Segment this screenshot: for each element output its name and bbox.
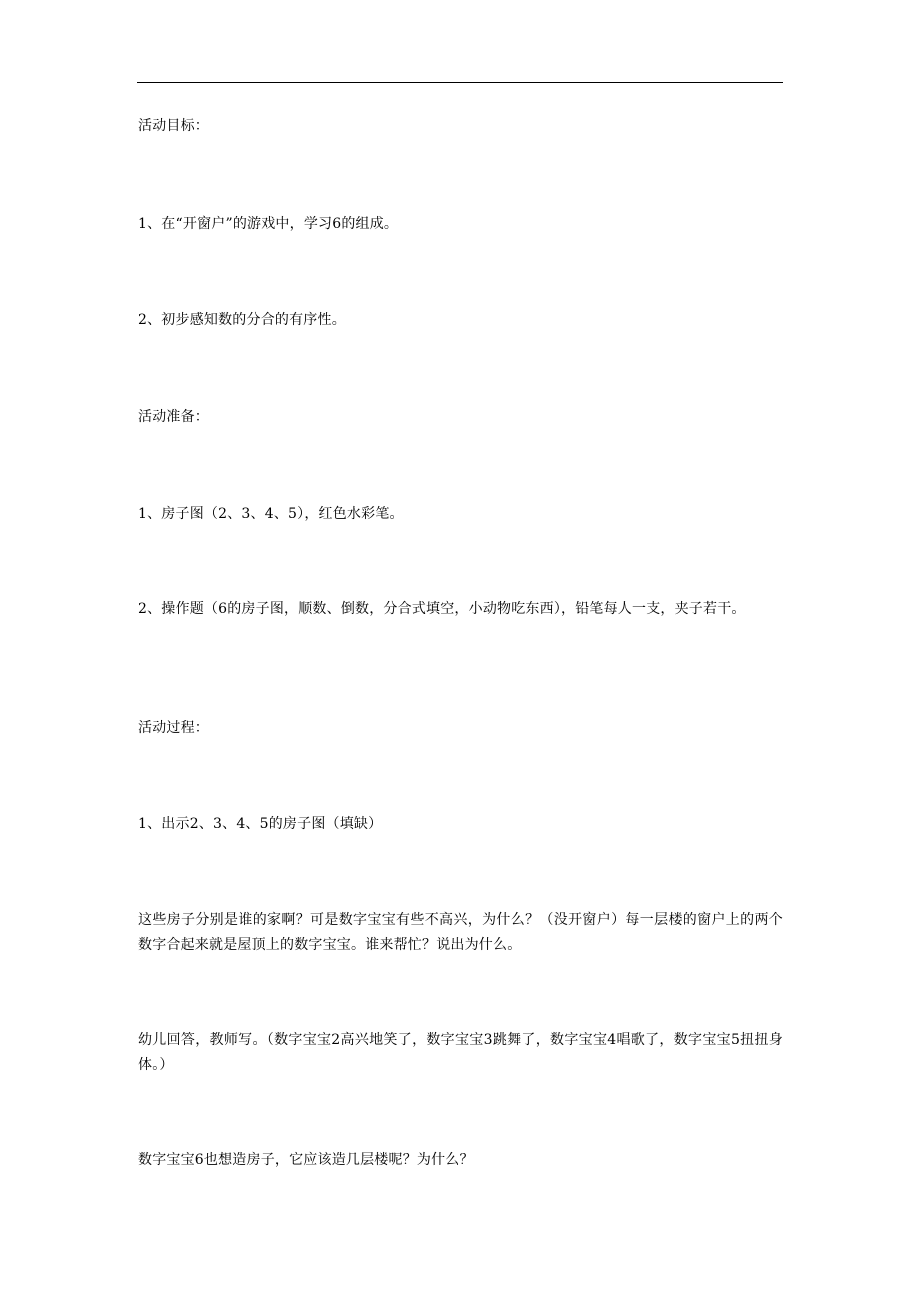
preparation-item-1: 1、房子图（2、3、4、5），红色水彩笔。 [138, 506, 404, 522]
process-step-1: 1、出示2、3、4、5的房子图（填缺） [138, 816, 383, 832]
header-rule [137, 82, 783, 83]
heading-activity-goals: 活动目标： [138, 118, 209, 134]
process-paragraph-children-answer: 幼儿回答，教师写。（数字宝宝2高兴地笑了，数字宝宝3跳舞了，数字宝宝4唱歌了，数字宝宝5扭扭身体。） [138, 1032, 783, 1073]
process-paragraph-houses: 这些房子分别是谁的家啊？可是数字宝宝有些不高兴，为什么？（没开窗户）每一层楼的窗户上的两个数字合起来就是屋顶上的数字宝宝。谁来帮忙？说出为什么。 [138, 912, 783, 953]
goal-item-2: 2、初步感知数的分合的有序性。 [138, 312, 346, 328]
heading-activity-preparation: 活动准备： [138, 409, 209, 425]
preparation-item-2: 2、操作题（6的房子图，顺数、倒数，分合式填空，小动物吃东西），铅笔每人一支，夹子若干。 [138, 601, 746, 617]
heading-activity-process: 活动过程： [138, 720, 209, 736]
goal-item-1: 1、在“开窗户”的游戏中，学习6的组成。 [138, 216, 399, 232]
process-paragraph-number-six: 数字宝宝6也想造房子，它应该造几层楼呢？为什么？ [138, 1152, 474, 1168]
